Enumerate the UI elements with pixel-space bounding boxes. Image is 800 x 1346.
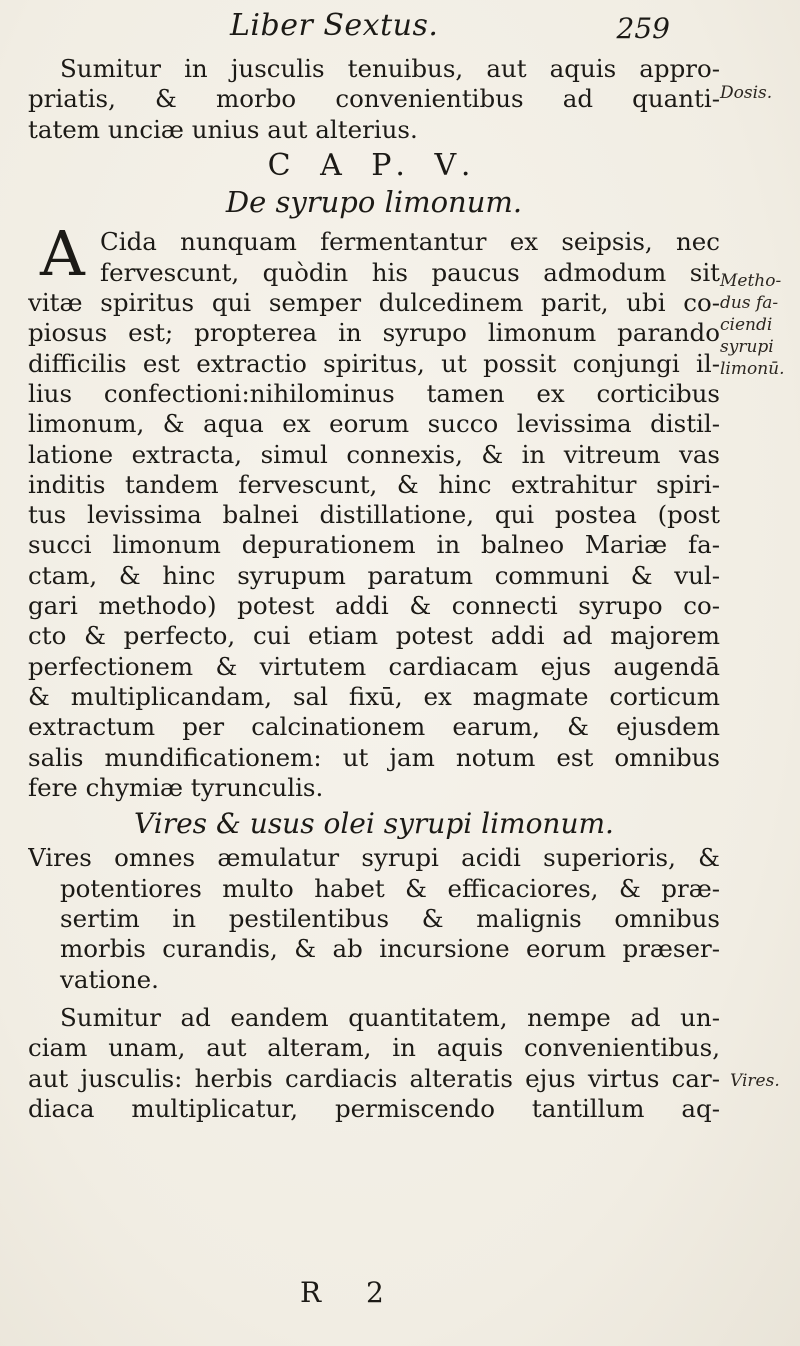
margin-note-line: syrupi xyxy=(720,337,774,357)
text-line: salis mundificationem: ut jam notum est omnibus xyxy=(28,742,720,772)
section-title: Vires & usus olei syrupi limonum. xyxy=(134,807,614,841)
margin-note-methodus xyxy=(720,270,795,380)
text-line: sertim in pestilentibus & malignis omnibus xyxy=(60,904,720,934)
text-line: Cida nunquam fermentantur ex seipsis, nec xyxy=(100,227,720,257)
drop-capital: A xyxy=(40,217,85,291)
page-header xyxy=(230,8,670,48)
margin-note-line: limonū. xyxy=(720,359,785,379)
chapter-title: De syrupo limonum. xyxy=(225,185,523,220)
text-line: fere chymiæ tyrunculis. xyxy=(28,772,324,802)
text-line: tus levissima balnei distillatione, qui postea (post xyxy=(28,500,720,530)
dropcap-paragraph xyxy=(28,217,720,291)
text-line: latione extracta, simul connexis, & in vitreum vas xyxy=(28,439,720,469)
main-text xyxy=(28,54,720,1124)
text-line: ctam, & hinc syrupum paratum communi & vul- xyxy=(28,560,720,590)
margin-note-line: dus fa- xyxy=(720,293,779,313)
text-line: vitæ spiritus qui semper dulcedinem parit, ubi co- xyxy=(28,288,720,318)
signature-mark: R 2 xyxy=(300,1276,402,1309)
text-line: fervescunt, quòdin his paucus admodum sit xyxy=(100,257,720,287)
page-number: 259 xyxy=(616,12,670,45)
margin-note-line: ciendi xyxy=(720,315,773,335)
margin-note-dosis: Dosis. xyxy=(720,83,773,103)
text-line: inditis tandem fervescunt, & hinc extrahitur spiri- xyxy=(28,469,720,499)
text-line: Sumitur ad eandem quantitatem, nempe ad un- xyxy=(60,1002,720,1032)
text-line: priatis, & morbo convenientibus ad quanti- xyxy=(28,84,720,114)
text-line: perfectionem & virtutem cardiacam ejus augendā xyxy=(28,651,720,681)
text-line: lius confectioni:nihilominus tamen ex corticibus xyxy=(28,378,720,408)
text-line: piosus est; propterea in syrupo limonum parando xyxy=(28,318,720,348)
text-line: gari methodo) potest addi & connecti syrupo co- xyxy=(28,591,720,621)
text-line: potentiores multo habet & efficaciores, & præ- xyxy=(60,873,720,903)
text-line: Sumitur in jusculis tenuibus, aut aquis appro- xyxy=(60,54,720,83)
margin-note-line: Metho- xyxy=(720,271,782,291)
text-line: succi limonum depurationem in balneo Mariæ fa- xyxy=(28,530,720,560)
text-line: cto & perfecto, cui etiam potest addi ad majorem xyxy=(28,621,720,651)
text-line: vatione. xyxy=(60,964,159,994)
text-line: diaca multiplicatur, permiscendo tantillum aq- xyxy=(28,1093,720,1123)
text-line: & multiplicandam, sal fixū, ex magmate corticum xyxy=(28,681,720,711)
running-title: Liber Sextus. xyxy=(230,8,439,43)
text-line: extractum per calcinationem earum, & ejusdem xyxy=(28,712,720,742)
margin-note-vires: Vires. xyxy=(730,1071,780,1091)
text-line: Vires omnes æmulatur syrupi acidi superioris, & xyxy=(28,843,720,873)
text-line: morbis curandis, & ab incursione eorum præser- xyxy=(60,934,720,964)
text-line: difficilis est extractio spiritus, ut possit conjungi il- xyxy=(28,348,720,378)
text-line: tatem unciæ unius aut alterius. xyxy=(28,114,418,144)
text-line: limonum, & aqua ex eorum succo levissima distil- xyxy=(28,409,720,439)
chapter-heading: C A P. V. xyxy=(267,147,481,183)
text-line: ciam unam, aut alteram, in aquis convenientibus, xyxy=(28,1033,720,1063)
text-line: aut jusculis: herbis cardiacis alteratis ejus virtus car- xyxy=(28,1063,720,1093)
